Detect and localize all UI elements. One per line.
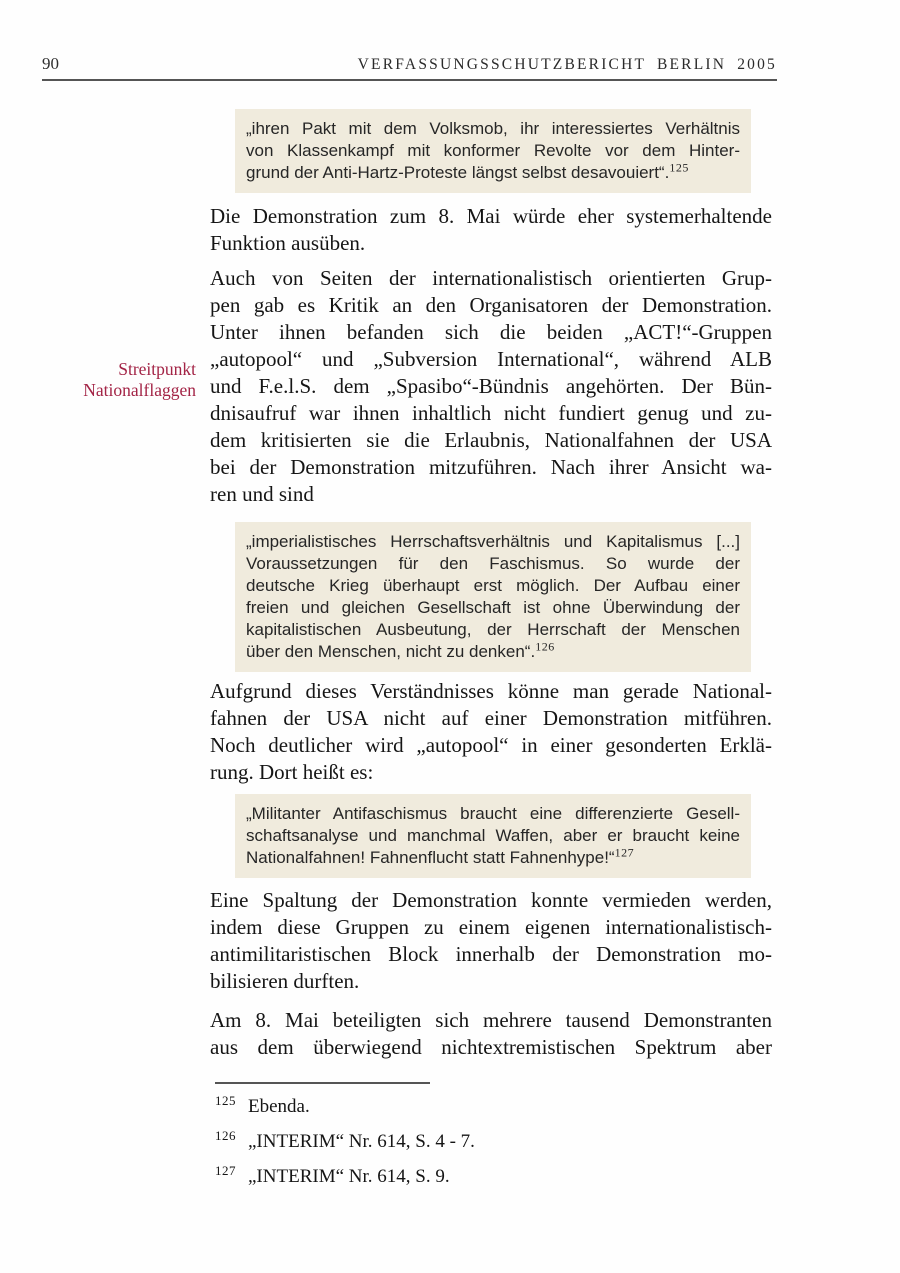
footnote-text: „INTERIM“ Nr. 614, S. 4 - 7. <box>248 1131 475 1152</box>
quote-last-line: über den Menschen, nicht zu denken“. <box>246 642 536 661</box>
footnote-text: Ebenda. <box>248 1096 310 1117</box>
running-header <box>42 54 777 81</box>
page-number: 90 <box>42 54 59 73</box>
footnote-reference: 126 <box>535 639 555 654</box>
quote-last-line: Nationalfahnen! Fahnenflucht statt Fahnenhype!“ <box>246 848 615 867</box>
body-paragraph: Eine Spaltung der Demonstration konnte vermieden werden, indem diese Gruppen zu einem eigenen internationalistisch- antimilitaristischen Block innerhalb der Demonstration mo- bilisieren durften. <box>210 888 772 993</box>
header-title: VERFASSUNGSSCHUTZBERICHT BERLIN 2005 <box>357 56 777 73</box>
quote-block: „imperialistisches Herrschaftsverhältnis und Kapitalismus [...] Voraussetzungen für den Faschismus. So wurde der deutsche Krieg überhaupt erst möglich. Der Aufbau einer freien und gleichen Gesellschaft ist ohne Überwindung der kapitalistischen Ausbeutung, der Herrschaft der Menschen über den Menschen, nicht zu denken“.$^{126}$ <box>235 522 751 672</box>
margin-note-streitpunkt: Streitpunkt Nationalflaggen <box>83 359 196 400</box>
text-column <box>210 96 772 1061</box>
quote-block: „ihren Pakt mit dem Volksmob, ihr interessiertes Verhältnis von Klassenkampf mit konformer Revolte vor dem Hinter- grund der Anti-Hartz-Proteste längst selbst desavouiert“.$^{125}$ <box>235 109 751 193</box>
footnote-text: „INTERIM“ Nr. 614, S. 9. <box>248 1166 450 1187</box>
footnote-reference: 127 <box>614 845 635 860</box>
body-paragraph: Auch von Seiten der internationalistisch orientierten Grup- pen gab es Kritik an den Organisatoren der Demonstration. Unter ihnen befanden sich die beiden „ACT!“-Gruppen „autopool“ und „Subversion International“, während ALB und F.e.l.S. dem „Spasibo“-Bündnis angehörten. Der Bün- dnisaufruf war ihnen inhaltlich nicht fundiert genug und zu- dem kritisierten sie die Erlaubnis, Nationalfahnen der USA bei der Demonstration mitzuführen. Nach ihrer Ansicht wa- ren und sind <box>210 266 772 506</box>
footnote-reference: 125 <box>669 160 689 175</box>
footnote-item: $^{126}$ „INTERIM“ Nr. 614, S. 4 - 7. <box>215 1127 475 1152</box>
footnote-item: $^{127}$ „INTERIM“ Nr. 614, S. 9. <box>215 1162 450 1187</box>
footnote-separator <box>215 1082 430 1084</box>
footnotes-section <box>215 1082 695 1189</box>
body-paragraph: Die Demonstration zum 8. Mai würde eher systemerhaltende Funktion ausüben. <box>210 204 772 255</box>
body-paragraph: Aufgrund dieses Verständnisses könne man gerade National- fahnen der USA nicht auf einer Demonstration mitführen. Noch deutlicher wird „autopool“ in einer gesonderten Erklä- rung. Dort heißt es: <box>210 679 772 784</box>
quote-block: „Militanter Antifaschismus braucht eine differenzierte Gesell- schaftsanalyse und manchmal Waffen, aber er braucht keine Nationalfahnen! Fahnenflucht statt Fahnenhype!“$^{127}$ <box>235 794 751 878</box>
quote-last-line: grund der Anti-Hartz-Proteste längst selbst desavouiert“. <box>246 163 670 182</box>
footnote-item: $^{125}$ Ebenda. <box>215 1092 310 1117</box>
body-paragraph: Am 8. Mai beteiligten sich mehrere tausend Demonstranten aus dem überwiegend nichtextremistischen Spektrum aber <box>210 1008 772 1059</box>
